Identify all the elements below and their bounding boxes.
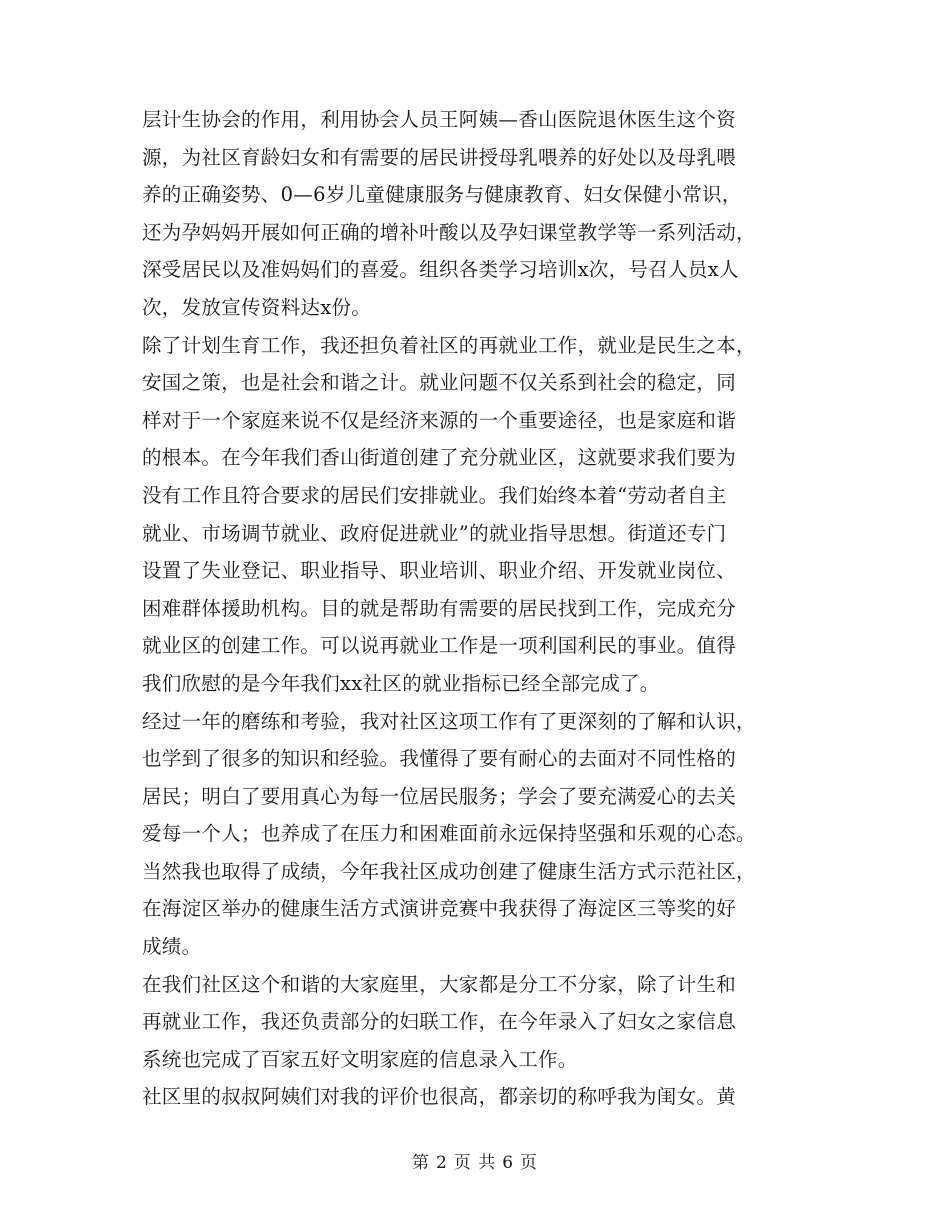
text-line: 层计生协会的作用，利用协会人员王阿姨—香山医院退休医生这个资 bbox=[142, 108, 737, 131]
text-line: 设置了失业登记、职业指导、职业培训、职业介绍、开发就业岗位、 bbox=[142, 559, 737, 583]
paragraph bbox=[142, 327, 822, 703]
document-body bbox=[142, 101, 822, 1116]
text-line: 再就业工作，我还负责部分的妇联工作，在今年录入了妇女之家信息 bbox=[142, 1010, 737, 1034]
text-line: 没有工作且符合要求的居民们安排就业。我们始终本着“劳动者自主 bbox=[142, 483, 727, 507]
text-line: 经过一年的磨练和考验，我对社区这项工作有了更深刻的了解和认识， bbox=[142, 709, 756, 733]
text-line: 居民；明白了要用真心为每一位居民服务；学会了要充满爱心的去关 bbox=[142, 784, 737, 808]
text-line: 养的正确姿势、0—6岁儿童健康服务与健康教育、妇女保健小常识， bbox=[142, 183, 742, 207]
text-line: 社区里的叔叔阿姨们对我的评价也很高，都亲切的称呼我为闺女。黄 bbox=[142, 1085, 737, 1109]
text-line: 的根本。在今年我们香山街道创建了充分就业区，这就要求我们要为 bbox=[142, 446, 737, 470]
text-line: 就业区的创建工作。可以说再就业工作是一项利国利民的事业。值得 bbox=[142, 634, 737, 658]
footer-middle: 页 共 bbox=[453, 1153, 497, 1173]
text-line: 源，为社区育龄妇女和有需要的居民讲授母乳喂养的好处以及母乳喂 bbox=[142, 145, 737, 169]
text-line: 爱每一个人；也养成了在压力和困难面前永远保持坚强和乐观的心态。 bbox=[142, 822, 756, 846]
text-line: 我们欣慰的是今年我们xx社区的就业指标已经全部完成了。 bbox=[142, 671, 660, 695]
text-line: 在海淀区举办的健康生活方式演讲竞赛中我获得了海淀区三等奖的好 bbox=[142, 897, 737, 921]
text-line: 当然我也取得了成绩，今年我社区成功创建了健康生活方式示范社区， bbox=[142, 859, 756, 883]
paragraph bbox=[142, 966, 822, 1079]
paragraph bbox=[142, 1078, 822, 1116]
paragraph bbox=[142, 703, 822, 966]
text-line: 系统也完成了百家五好文明家庭的信息录入工作。 bbox=[142, 1047, 578, 1071]
text-line: 还为孕妈妈开展如何正确的增补叶酸以及孕妇课堂教学等一系列活动， bbox=[142, 220, 756, 244]
footer-suffix: 页 bbox=[520, 1153, 539, 1173]
text-line: 深受居民以及准妈妈们的喜爱。组织各类学习培训x次，号召人员x人 bbox=[142, 258, 739, 282]
footer-total-pages: 6 bbox=[502, 1153, 515, 1173]
page-footer bbox=[0, 1148, 950, 1173]
text-line: 次，发放宣传资料达x份。 bbox=[142, 295, 372, 319]
text-line: 也学到了很多的知识和经验。我懂得了要有耐心的去面对不同性格的 bbox=[142, 747, 737, 771]
paragraph bbox=[142, 101, 822, 327]
footer-current-page: 2 bbox=[435, 1153, 448, 1173]
text-line: 在我们社区这个和谐的大家庭里，大家都是分工不分家，除了计生和 bbox=[142, 972, 737, 996]
text-line: 安国之策，也是社会和谐之计。就业问题不仅关系到社会的稳定，同 bbox=[142, 371, 737, 395]
text-line: 成绩。 bbox=[142, 935, 202, 959]
footer-prefix: 第 bbox=[411, 1153, 430, 1173]
text-line: 除了计划生育工作，我还担负着社区的再就业工作，就业是民生之本， bbox=[142, 333, 756, 357]
text-line: 就业、市场调节就业、政府促进就业”的就业指导思想。街道还专门 bbox=[142, 521, 727, 545]
text-line: 困难群体援助机构。目的就是帮助有需要的居民找到工作，完成充分 bbox=[142, 596, 737, 620]
text-line: 样对于一个家庭来说不仅是经济来源的一个重要途径，也是家庭和谐 bbox=[142, 408, 737, 432]
